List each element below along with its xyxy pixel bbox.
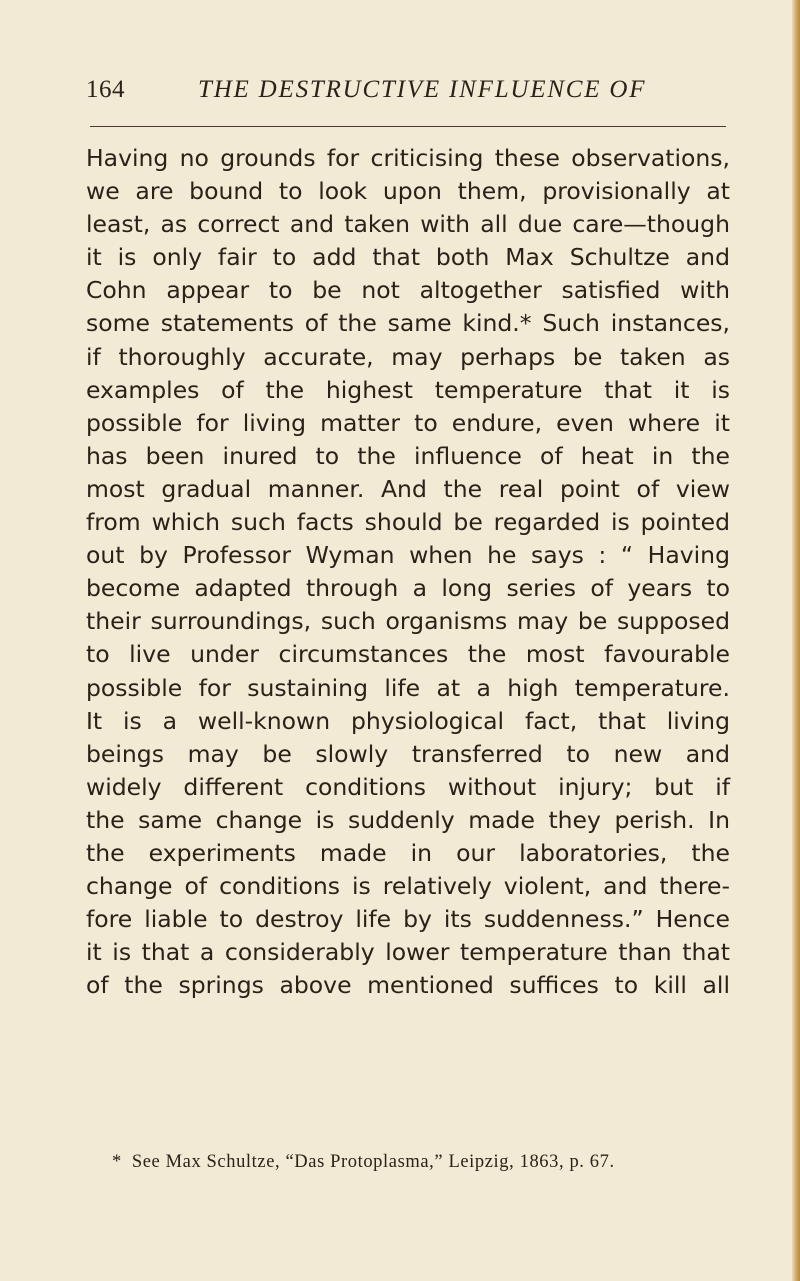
text-line: possible for sustaining life at a high temperature. xyxy=(86,673,730,702)
text-line: the same change is suddenly made they perish. In xyxy=(86,805,730,834)
page-header xyxy=(86,76,726,116)
text-line: some statements of the same kind.* Such instances, xyxy=(86,309,730,338)
text-line: It is a well-known physiological fact, that living xyxy=(86,706,730,735)
text-line: out by Professor Wyman when he says : “ Having xyxy=(86,541,730,570)
footnote-text: See Max Schultze, “Das Protoplasma,” Leipzig, 1863, p. 67. xyxy=(131,1152,615,1172)
body-text xyxy=(86,142,730,1002)
text-line: the experiments made in our laboratories, the xyxy=(86,838,730,867)
text-line: if thoroughly accurate, may perhaps be taken as xyxy=(86,342,730,371)
text-line: Cohn appear to be not altogether satisfied with xyxy=(86,276,730,305)
text-line: become adapted through a long series of years to xyxy=(86,574,730,603)
text-line: to live under circumstances the most favourable xyxy=(86,640,730,669)
text-line: it is that a considerably lower temperature than that xyxy=(86,938,730,967)
text-line: their surroundings, such organisms may be supposed xyxy=(86,607,730,636)
text-line: widely different conditions without injury; but if xyxy=(86,772,730,801)
footnote-marker: * xyxy=(112,1152,122,1172)
footnote xyxy=(112,1152,615,1173)
page-edge xyxy=(792,0,800,1281)
text-line: beings may be slowly transferred to new and xyxy=(86,739,730,768)
text-line: fore liable to destroy life by its suddenness.” Hence xyxy=(86,905,730,934)
text-line: we are bound to look upon them, provisionally at xyxy=(86,177,730,206)
header-rule xyxy=(90,126,726,127)
text-line: has been inured to the influence of heat in the xyxy=(86,441,730,470)
page-number: 164 xyxy=(86,76,125,103)
text-line: Having no grounds for criticising these observations, xyxy=(86,144,730,172)
text-line: of the springs above mentioned suffices to kill all xyxy=(86,971,730,1000)
text-line: least, as correct and taken with all due care—though xyxy=(86,210,730,239)
text-line: most gradual manner. And the real point of view xyxy=(86,474,730,503)
text-line: examples of the highest temperature that it is xyxy=(86,375,730,404)
text-line: from which such facts should be regarded is pointed xyxy=(86,508,730,537)
running-head: THE DESTRUCTIVE INFLUENCE OF xyxy=(198,76,647,103)
text-line: possible for living matter to endure, even where it xyxy=(86,408,730,437)
text-line: it is only fair to add that both Max Schultze and xyxy=(86,243,730,272)
text-line: change of conditions is relatively violent, and there- xyxy=(86,872,730,901)
